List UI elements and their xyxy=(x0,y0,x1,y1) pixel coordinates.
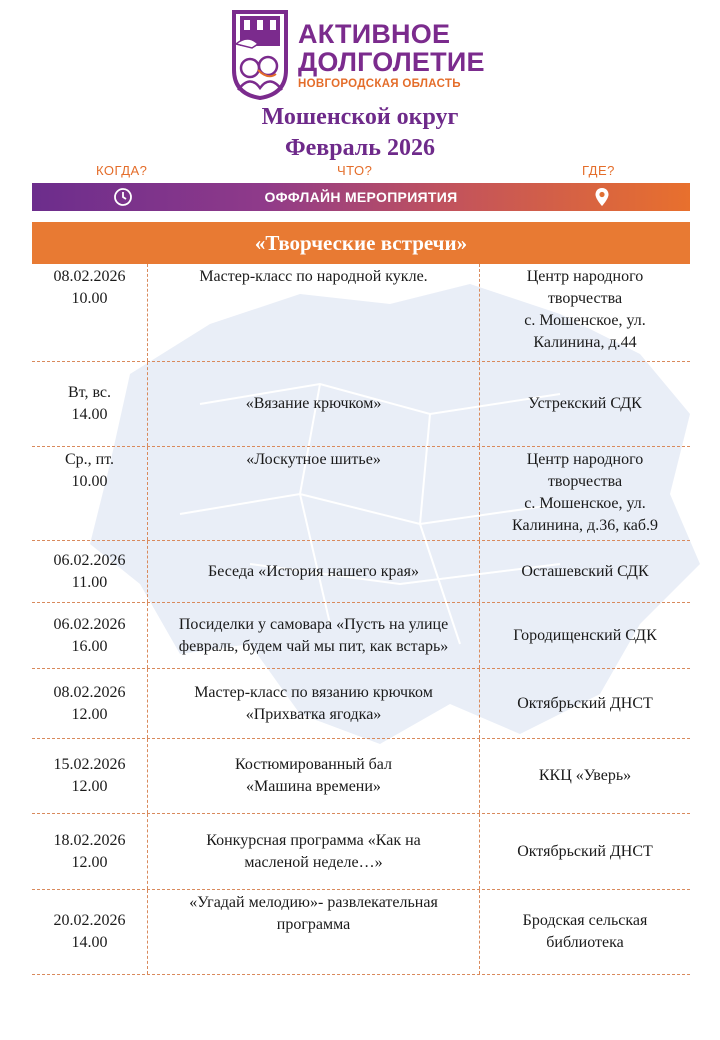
cell-when-line: 12.00 xyxy=(71,705,108,723)
cell-when-line: 10.00 xyxy=(71,290,108,307)
cell-what-line: программа xyxy=(276,916,351,933)
column-label-when: КОГДА? xyxy=(96,163,148,178)
events-table xyxy=(32,264,690,975)
offline-events-banner xyxy=(32,183,690,211)
cell-when-line: 12.00 xyxy=(71,778,108,795)
cell-when-line: 20.02.2026 xyxy=(53,912,126,929)
cell-where-line: Городищенский СДК xyxy=(513,626,657,644)
banner-text: ОФФЛАЙН МЕРОПРИЯТИЯ xyxy=(264,189,458,205)
cell-where xyxy=(480,447,690,540)
cell-what xyxy=(147,603,480,668)
table-row xyxy=(32,669,690,739)
cell-what-line: Беседа «История нашего края» xyxy=(208,562,419,580)
cell-where-line: библиотека xyxy=(546,934,624,951)
cell-where-line: Октябрьский ДНСТ xyxy=(517,694,653,712)
cell-where xyxy=(480,814,690,889)
table-row xyxy=(32,541,690,603)
cell-where-line: Устрекский СДК xyxy=(528,395,642,412)
cell-what-line: «Лоскутное шитье» xyxy=(246,451,381,468)
cell-what xyxy=(147,447,480,540)
cell-when xyxy=(32,603,147,668)
cell-where xyxy=(480,264,690,361)
table-row xyxy=(32,362,690,447)
cell-when-line: 10.00 xyxy=(71,473,108,490)
district-title: Мошенской округ xyxy=(261,104,459,130)
cell-when-line: 14.00 xyxy=(71,406,108,423)
cell-when-line: 06.02.2026 xyxy=(53,615,126,633)
cell-when xyxy=(32,814,147,889)
cell-when-line: 08.02.2026 xyxy=(53,268,126,285)
cell-where xyxy=(480,541,690,602)
cell-what-line: «Угадай мелодию»- развлекательная xyxy=(189,894,438,911)
cell-where-line: Осташевский СДК xyxy=(521,562,649,580)
cell-when xyxy=(32,264,147,361)
cell-where-line: Бродская сельская xyxy=(522,912,648,929)
cell-what xyxy=(147,362,480,446)
cell-what-line: «Прихватка ягодка» xyxy=(245,705,382,723)
cell-where-line: Октябрьский ДНСТ xyxy=(517,842,653,860)
cell-where xyxy=(480,362,690,446)
cell-where xyxy=(480,669,690,738)
cell-what xyxy=(147,669,480,738)
cell-where-line: с. Мошенское, ул. xyxy=(524,312,646,329)
table-row xyxy=(32,447,690,541)
cell-when-line: 14.00 xyxy=(71,934,108,951)
cell-what-line: Посиделки у самовара «Пусть на улице xyxy=(178,615,449,633)
cell-when xyxy=(32,447,147,540)
cell-where-line: Калинина, д.36, каб.9 xyxy=(512,517,658,534)
table-row xyxy=(32,890,690,975)
cell-what-line: Конкурсная программа «Как на xyxy=(206,831,421,849)
logo-line-1: АКТИВНОЕ xyxy=(298,19,451,49)
cell-what xyxy=(147,814,480,889)
cell-where xyxy=(480,739,690,813)
cell-where-line: творчества xyxy=(547,473,623,490)
cell-where xyxy=(480,890,690,974)
column-label-where: ГДЕ? xyxy=(582,163,615,178)
cell-when-line: 16.00 xyxy=(71,637,108,655)
cell-when-line: 06.02.2026 xyxy=(53,551,126,569)
cell-what xyxy=(147,541,480,602)
table-row xyxy=(32,814,690,890)
logo xyxy=(228,8,498,100)
table-row xyxy=(32,264,690,362)
cell-where-line: Калинина, д.44 xyxy=(533,334,637,351)
table-row xyxy=(32,739,690,814)
cell-when xyxy=(32,669,147,738)
cell-when-line: 15.02.2026 xyxy=(53,756,126,773)
cell-what-line: Мастер-класс по вязанию крючком xyxy=(194,683,433,701)
cell-when xyxy=(32,541,147,602)
cell-where-line: Центр народного xyxy=(526,451,644,468)
cell-what xyxy=(147,739,480,813)
cell-where-line: с. Мошенское, ул. xyxy=(524,495,646,512)
column-label-what: ЧТО? xyxy=(337,163,373,178)
logo-emblem-icon xyxy=(228,8,292,100)
cell-what-line: масленой неделе…» xyxy=(244,853,383,871)
month-title: Февраль 2026 xyxy=(285,135,435,161)
cell-what xyxy=(147,264,480,361)
cell-what-line: «Машина времени» xyxy=(246,778,381,795)
table-row xyxy=(32,603,690,669)
cell-what-line: «Вязание крючком» xyxy=(245,395,382,412)
logo-line-2: ДОЛГОЛЕТИЕ xyxy=(298,47,485,77)
cell-when-line: Вт, вс. xyxy=(67,384,112,401)
logo-line-3: НОВГОРОДСКАЯ ОБЛАСТЬ xyxy=(298,78,461,90)
cell-what-line: Костюмированный бал xyxy=(234,756,393,773)
cell-where-line: Центр народного xyxy=(526,268,644,285)
location-pin-icon xyxy=(591,186,613,208)
cell-where xyxy=(480,603,690,668)
cell-when xyxy=(32,739,147,813)
cell-when-line: Ср., пт. xyxy=(64,451,115,468)
logo-text xyxy=(298,20,485,92)
cell-when-line: 12.00 xyxy=(71,853,108,871)
cell-where-line: ККЦ «Уверь» xyxy=(538,767,632,784)
section-title: «Творческие встречи» xyxy=(32,222,690,264)
cell-where-line: творчества xyxy=(547,290,623,307)
cell-what-line: Мастер-класс по народной кукле. xyxy=(199,268,428,285)
cell-when-line: 08.02.2026 xyxy=(53,683,126,701)
cell-what-line: февраль, будем чай мы пит, как встарь» xyxy=(178,637,449,655)
cell-when-line: 18.02.2026 xyxy=(53,831,126,849)
cell-when xyxy=(32,890,147,974)
cell-when-line: 11.00 xyxy=(71,573,108,591)
cell-what xyxy=(147,890,480,974)
cell-when xyxy=(32,362,147,446)
